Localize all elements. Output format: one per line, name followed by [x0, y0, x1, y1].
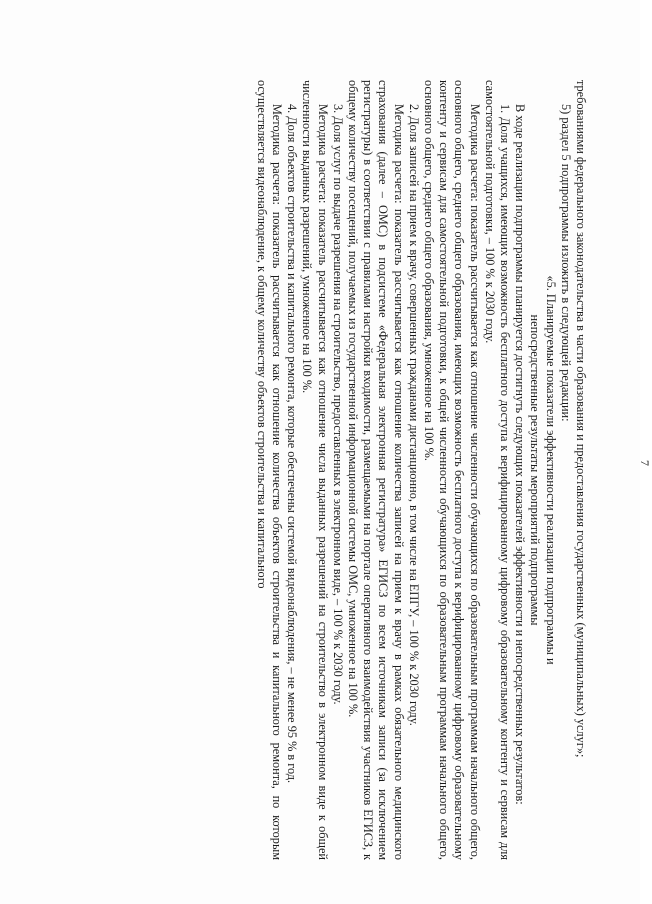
indicator-1-method: Методика расчета: показатель рассчитывается как отношение численности обучающихся по образовательным программам начального общего, основного общего, среднего общего образования, имеющих возможность бесплатного доступа к верифицированному цифровому образовательному контенту и сервисам для самостоятельной подготовки, к общей численности обучающихся по образовательным программам начального общего, основного общего, среднего общего образования, умноженное на 100 %.	[421, 80, 482, 860]
indicator-1: 1. Доля учащихся, имеющих возможность бесплатного доступа к верифицированному цифровому образовательному контенту и сервисам для самостоятельной подготовки, – 100 % к 2030 году.	[482, 80, 512, 860]
section-heading: «5. Планируемые показатели эффективности реализации подпрограммы и непосредственные результаты мероприятий подпрограммы	[528, 275, 558, 665]
indicator-4: 4. Доля объектов строительства и капитального ремонта, которые обеспечены системой видеонаблюдения, – не менее 95 % в год.	[285, 104, 300, 784]
paragraph-planned-results: В ходе реализации подпрограммы планируется достигнуть следующих показателей эффективности и непосредственных результатов:	[513, 104, 528, 805]
indicator-4-method: Методика расчета: показатель рассчитывается как отношение количества объектов строительства и капитального ремонта, по которым осуществляется видеонаблюдение, к общему количеству объектов строительства и капитального	[254, 80, 284, 860]
indicator-3: 3. Доля услуг по выдаче разрешения на строительство, предоставленных в электронном виде, – 100 % к 2030 году.	[330, 104, 345, 705]
paragraph-section-amendment: 5) раздел 5 подпрограммы изложить в следующей редакции:	[558, 104, 573, 422]
page-content	[68, 80, 652, 860]
indicator-2: 2. Доля записей на прием к врачу, совершенных гражданами дистанционно, в том числе на ЕПГУ, – 100 % к 2030 году.	[406, 104, 421, 726]
page-number: 7	[638, 460, 652, 466]
indicator-3-method: Методика расчета: показатель рассчитывается как отношение числа выданных разрешений на строительство в электронном виде к общей численности выданных разрешений, умноженное на 100 %.	[300, 80, 330, 860]
indicator-2-method: Методика расчета: показатель рассчитывается как отношение количества записей на прием к врачу в рамках обязательного медицинского страхования (далее – ОМС) в подсистеме «Федеральная электронная регистратура» ЕГИСЗ по всем источникам записи (за исключением регистратуры) в соответствии с правилами настройки входимости, размещаемыми на портале оперативного взаимодействия участников ЕГИСЗ, к общему количеству посещений, получаемых из государственной информационной системы ОМС, умноженное на 100 %.	[345, 80, 406, 860]
paragraph-intro-continuation: требованиями федерального законодательства в части образования и предоставления государственных (муниципальных) услуг»;	[574, 80, 588, 758]
